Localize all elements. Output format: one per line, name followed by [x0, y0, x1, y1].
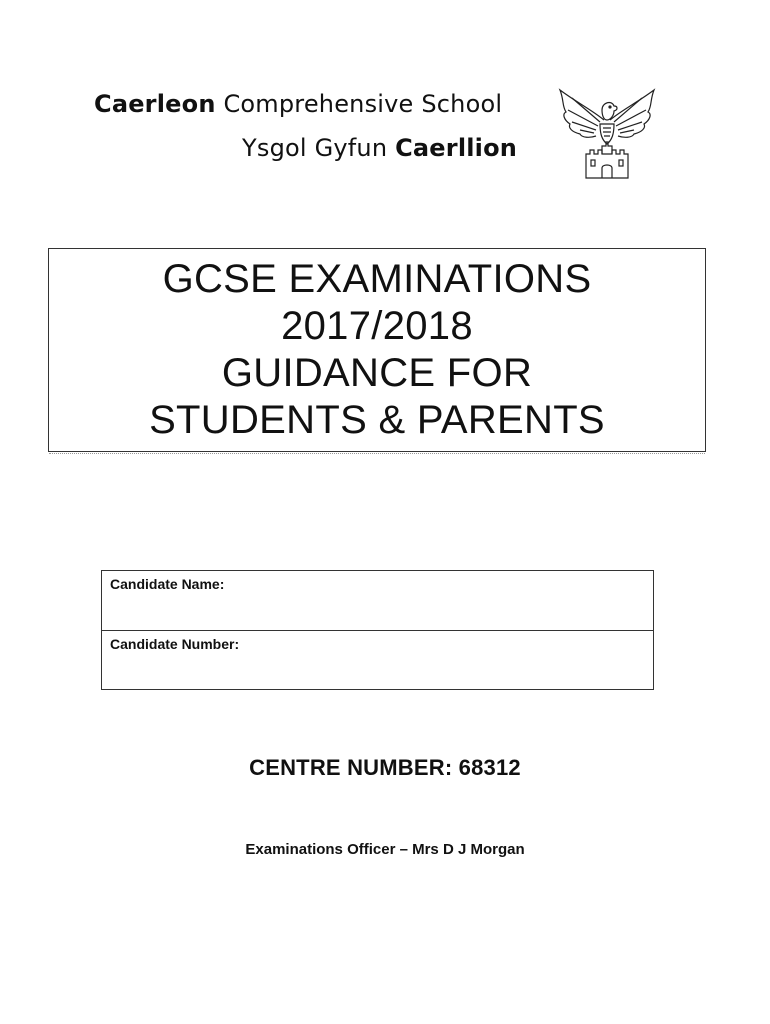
candidate-number-field[interactable] [102, 630, 653, 689]
eagle-castle-crest-icon [552, 80, 662, 180]
school-name-english [94, 90, 502, 118]
document-title-box [48, 248, 706, 452]
school-name-english-rest: Comprehensive School [215, 90, 503, 118]
candidate-name-label: Candidate Name: [110, 576, 225, 592]
school-name-welsh [242, 134, 517, 162]
candidate-number-label: Candidate Number: [110, 636, 240, 652]
title-line-3: GUIDANCE FOR [221, 351, 533, 395]
centre-number: CENTRE NUMBER: 68312 [249, 755, 521, 780]
title-line-2: 2017/2018 [281, 304, 473, 348]
title-line-1: GCSE EXAMINATIONS [162, 257, 592, 301]
school-name-welsh-bold: Caerllion [395, 134, 518, 162]
school-name-english-bold: Caerleon [94, 90, 216, 118]
title-line-4: STUDENTS & PARENTS [149, 398, 605, 442]
school-header [0, 0, 770, 200]
examinations-officer: Examinations Officer – Mrs D J Morgan [245, 841, 525, 858]
candidate-details-table [101, 570, 654, 690]
school-name-welsh-rest: Ysgol Gyfun [242, 134, 396, 162]
candidate-name-field[interactable] [102, 571, 653, 630]
